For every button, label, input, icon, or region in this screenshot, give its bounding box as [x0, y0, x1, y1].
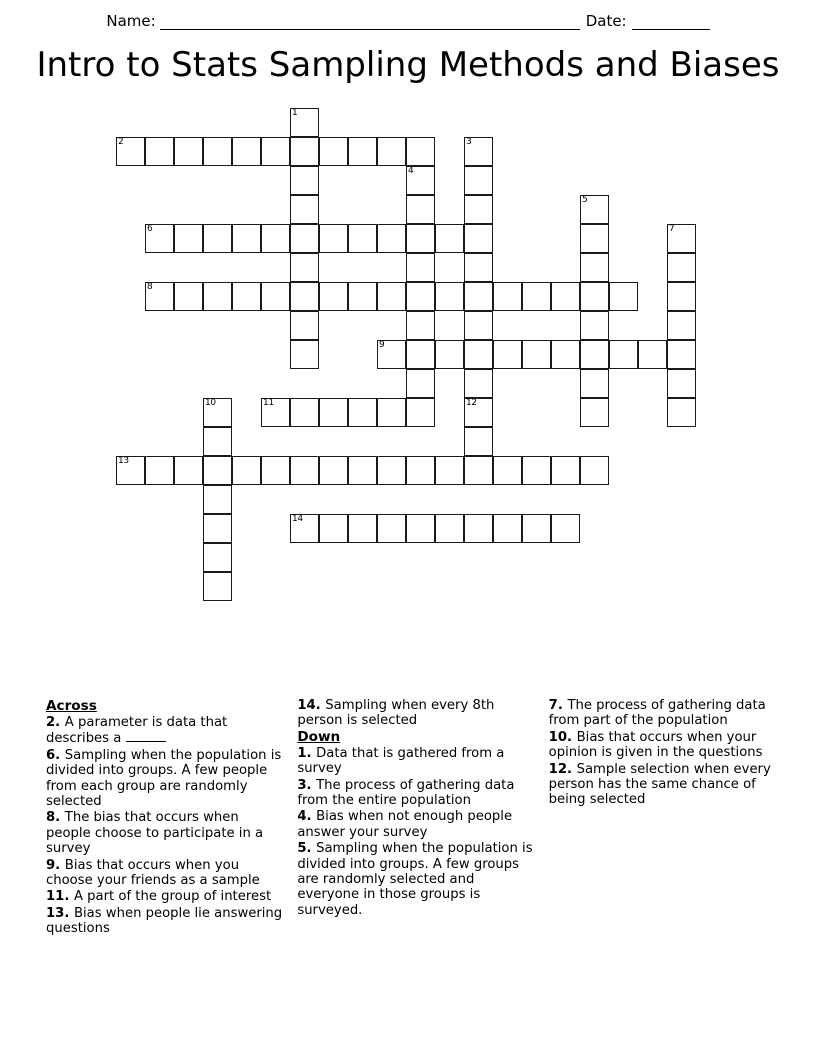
crossword-cell[interactable]: [348, 456, 377, 485]
crossword-cell[interactable]: [290, 456, 319, 485]
crossword-cell[interactable]: [203, 224, 232, 253]
crossword-cell[interactable]: [290, 398, 319, 427]
clue-number: 1.: [297, 745, 317, 761]
crossword-cell[interactable]: [406, 514, 435, 543]
crossword-cell[interactable]: [203, 543, 232, 572]
crossword-cell-start-8[interactable]: [145, 282, 174, 311]
crossword-cell[interactable]: [406, 224, 435, 253]
clue-number: 10.: [548, 729, 577, 745]
page-title: Intro to Stats Sampling Methods and Biases: [36, 45, 780, 85]
crossword-cell[interactable]: [406, 369, 435, 398]
crossword-cell[interactable]: [667, 398, 696, 427]
crossword-cell-start-11[interactable]: [261, 398, 290, 427]
cell-number: 11: [263, 398, 274, 408]
crossword-cell[interactable]: [406, 137, 435, 166]
crossword-cell[interactable]: [203, 137, 232, 166]
crossword-cell[interactable]: [435, 456, 464, 485]
crossword-cell[interactable]: [406, 195, 435, 224]
crossword-cell[interactable]: [464, 282, 493, 311]
crossword-cell[interactable]: [319, 398, 348, 427]
crossword-cell[interactable]: [319, 514, 348, 543]
crossword-cell[interactable]: [464, 427, 493, 456]
crossword-cell[interactable]: [493, 456, 522, 485]
clue-text: The process of gathering data from part of the population: [548, 698, 766, 729]
clue-number: 5.: [297, 841, 317, 857]
crossword-cell-start-4[interactable]: [406, 166, 435, 195]
crossword-cell[interactable]: [348, 224, 377, 253]
crossword-cell[interactable]: [580, 253, 609, 282]
date-label: Date:: [585, 12, 627, 30]
crossword-cell[interactable]: [464, 514, 493, 543]
clue-number: 13.: [46, 905, 74, 921]
clue-text: Bias when people lie answering questions: [46, 905, 283, 937]
crossword-cell[interactable]: [406, 253, 435, 282]
clue-item: [46, 715, 283, 747]
clue-number: 8.: [46, 810, 65, 826]
crossword-cell[interactable]: [522, 514, 551, 543]
clue-text: A parameter is data that describes a: [46, 715, 228, 747]
crossword-cell[interactable]: [377, 282, 406, 311]
crossword-cell[interactable]: [261, 456, 290, 485]
cell-number: 10: [205, 398, 216, 408]
crossword-cell[interactable]: [551, 340, 580, 369]
clue-number: 7.: [548, 698, 568, 713]
clue-text: Sampling when the population is divided into groups. A few groups are randomly selected and everyone in those groups is surveyed.: [297, 841, 533, 918]
clue-number: 6.: [46, 747, 65, 763]
crossword-cell[interactable]: [377, 456, 406, 485]
crossword-cell[interactable]: [290, 253, 319, 282]
clue-text: The bias that occurs when people choose to participate in a survey: [46, 810, 264, 857]
crossword-cell-start-14[interactable]: [290, 514, 319, 543]
crossword-cell[interactable]: [348, 398, 377, 427]
crossword-cell-start-6[interactable]: [145, 224, 174, 253]
crossword-cell[interactable]: [290, 282, 319, 311]
clue-item: [549, 698, 786, 729]
crossword-cell[interactable]: [174, 456, 203, 485]
crossword-cell[interactable]: [348, 514, 377, 543]
crossword-cell[interactable]: [464, 253, 493, 282]
crossword-cell[interactable]: [667, 340, 696, 369]
crossword-cell[interactable]: [493, 514, 522, 543]
crossword-cell[interactable]: [261, 282, 290, 311]
clue-item: [46, 889, 283, 904]
clue-text: Bias that occurs when your opinion is given in the questions: [548, 729, 763, 761]
clue-text: Sampling when the population is divided into groups. A few people from each group are randomly selected: [46, 747, 282, 810]
crossword-cell[interactable]: [493, 282, 522, 311]
crossword-cell[interactable]: [348, 282, 377, 311]
crossword-cell[interactable]: [145, 137, 174, 166]
clue-number: 14.: [297, 698, 326, 713]
crossword-cell[interactable]: [377, 137, 406, 166]
crossword-cell-start-5[interactable]: [580, 195, 609, 224]
crossword-cell[interactable]: [580, 369, 609, 398]
clue-item: [297, 809, 534, 840]
crossword-cell[interactable]: [232, 456, 261, 485]
crossword-cell[interactable]: [464, 166, 493, 195]
crossword-cell-start-3[interactable]: [464, 137, 493, 166]
crossword-cell[interactable]: [290, 224, 319, 253]
crossword-cell[interactable]: [203, 282, 232, 311]
clue-text: Bias that occurs when you choose your friends as a sample: [46, 857, 260, 889]
crossword-cell[interactable]: [232, 137, 261, 166]
crossword-cell[interactable]: [406, 311, 435, 340]
crossword-cell[interactable]: [261, 224, 290, 253]
crossword-cell-start-12[interactable]: [464, 398, 493, 427]
crossword-cell[interactable]: [638, 340, 667, 369]
clue-number: 11.: [46, 889, 74, 905]
crossword-cell[interactable]: [522, 340, 551, 369]
clue-number: 9.: [46, 857, 65, 873]
crossword-cell[interactable]: [551, 514, 580, 543]
crossword-cell[interactable]: [580, 456, 609, 485]
crossword-cell[interactable]: [435, 282, 464, 311]
clue-item: [46, 810, 283, 856]
crossword-cell[interactable]: [203, 427, 232, 456]
cell-number: 13: [118, 456, 129, 466]
crossword-cell[interactable]: [232, 282, 261, 311]
crossword-cell[interactable]: [667, 253, 696, 282]
clue-number: 2.: [46, 715, 65, 730]
crossword-cell[interactable]: [435, 514, 464, 543]
clue-number: 12.: [548, 761, 577, 777]
crossword-cell[interactable]: [551, 282, 580, 311]
clue-item: [297, 746, 534, 777]
crossword-cell[interactable]: [551, 456, 580, 485]
cell-number: 4: [408, 166, 414, 176]
clue-item: [297, 778, 534, 809]
clue-item: [297, 698, 534, 729]
crossword-cell-start-2[interactable]: [116, 137, 145, 166]
crossword-cell[interactable]: [261, 137, 290, 166]
crossword-cell[interactable]: [580, 340, 609, 369]
clue-item: [46, 906, 283, 937]
crossword-cell[interactable]: [667, 282, 696, 311]
crossword-cell[interactable]: [290, 166, 319, 195]
crossword-cell[interactable]: [522, 282, 551, 311]
crossword-cell[interactable]: [319, 282, 348, 311]
crossword-cell[interactable]: [203, 572, 232, 601]
crossword-cell[interactable]: [290, 340, 319, 369]
clue-number: 3.: [297, 777, 317, 793]
clue-blank: [126, 730, 166, 742]
crossword-cell[interactable]: [319, 456, 348, 485]
cell-number: 9: [379, 340, 385, 350]
crossword-cell[interactable]: [464, 311, 493, 340]
crossword-cell[interactable]: [580, 282, 609, 311]
clue-text: Bias when not enough people answer your survey: [297, 809, 513, 840]
crossword-cell[interactable]: [174, 282, 203, 311]
crossword-cell[interactable]: [464, 340, 493, 369]
crossword-cell[interactable]: [522, 456, 551, 485]
crossword-cell[interactable]: [464, 195, 493, 224]
crossword-cell[interactable]: [435, 224, 464, 253]
crossword-cell[interactable]: [406, 398, 435, 427]
crossword-cell[interactable]: [348, 137, 377, 166]
clue-item: [549, 730, 786, 761]
clue-text: The process of gathering data from the entire population: [297, 777, 515, 809]
crossword-cell[interactable]: [464, 224, 493, 253]
crossword-cell[interactable]: [319, 224, 348, 253]
cell-number: 12: [466, 398, 477, 408]
cell-number: 1: [292, 108, 298, 118]
crossword-cell[interactable]: [406, 456, 435, 485]
crossword-cell[interactable]: [435, 340, 464, 369]
crossword-cell[interactable]: [232, 224, 261, 253]
crossword-cell[interactable]: [580, 224, 609, 253]
crossword-cell[interactable]: [580, 398, 609, 427]
cell-number: 5: [582, 195, 588, 205]
crossword-cell[interactable]: [377, 398, 406, 427]
crossword-cell[interactable]: [667, 369, 696, 398]
crossword-cell[interactable]: [493, 340, 522, 369]
crossword-cell[interactable]: [667, 311, 696, 340]
cell-number: 14: [292, 514, 303, 524]
clue-item: [549, 762, 786, 808]
crossword-cell[interactable]: [406, 340, 435, 369]
clue-text: Sampling when every 8th person is selected: [297, 698, 495, 729]
clue-item: [46, 858, 283, 889]
clues-container: [46, 698, 786, 948]
crossword-cell[interactable]: [377, 514, 406, 543]
across-heading: Across: [46, 698, 97, 714]
crossword-cell[interactable]: [203, 485, 232, 514]
crossword-cell[interactable]: [290, 137, 319, 166]
clue-number: 4.: [297, 809, 317, 825]
name-label: Name:: [106, 12, 156, 30]
clue-item: [297, 841, 534, 918]
crossword-cell[interactable]: [174, 224, 203, 253]
cell-number: 8: [147, 282, 153, 292]
cell-number: 2: [118, 137, 124, 147]
crossword-cell[interactable]: [377, 224, 406, 253]
clue-text: Data that is gathered from a survey: [297, 745, 505, 777]
crossword-cell[interactable]: [290, 311, 319, 340]
crossword-cell[interactable]: [609, 282, 638, 311]
crossword-cell[interactable]: [319, 137, 348, 166]
crossword-cell[interactable]: [406, 282, 435, 311]
clue-text: A part of the group of interest: [73, 889, 272, 905]
crossword-cell-start-13[interactable]: [116, 456, 145, 485]
crossword-cell[interactable]: [609, 340, 638, 369]
crossword-cell[interactable]: [145, 456, 174, 485]
clue-text: Sample selection when every person has the same chance of being selected: [548, 761, 771, 808]
crossword-cell[interactable]: [174, 137, 203, 166]
clue-item: [46, 748, 283, 810]
crossword-cell[interactable]: [464, 456, 493, 485]
crossword-cell-start-10[interactable]: [203, 398, 232, 427]
down-heading: Down: [297, 728, 341, 745]
crossword-cell[interactable]: [580, 311, 609, 340]
crossword-cell[interactable]: [290, 195, 319, 224]
cell-number: 7: [669, 224, 675, 234]
crossword-cell[interactable]: [464, 369, 493, 398]
crossword-cell-start-9[interactable]: [377, 340, 406, 369]
cell-number: 3: [466, 137, 472, 147]
crossword-cell-start-1[interactable]: [290, 108, 319, 137]
crossword-cell-start-7[interactable]: [667, 224, 696, 253]
cell-number: 6: [147, 224, 153, 234]
crossword-cell[interactable]: [203, 514, 232, 543]
crossword-cell[interactable]: [203, 456, 232, 485]
